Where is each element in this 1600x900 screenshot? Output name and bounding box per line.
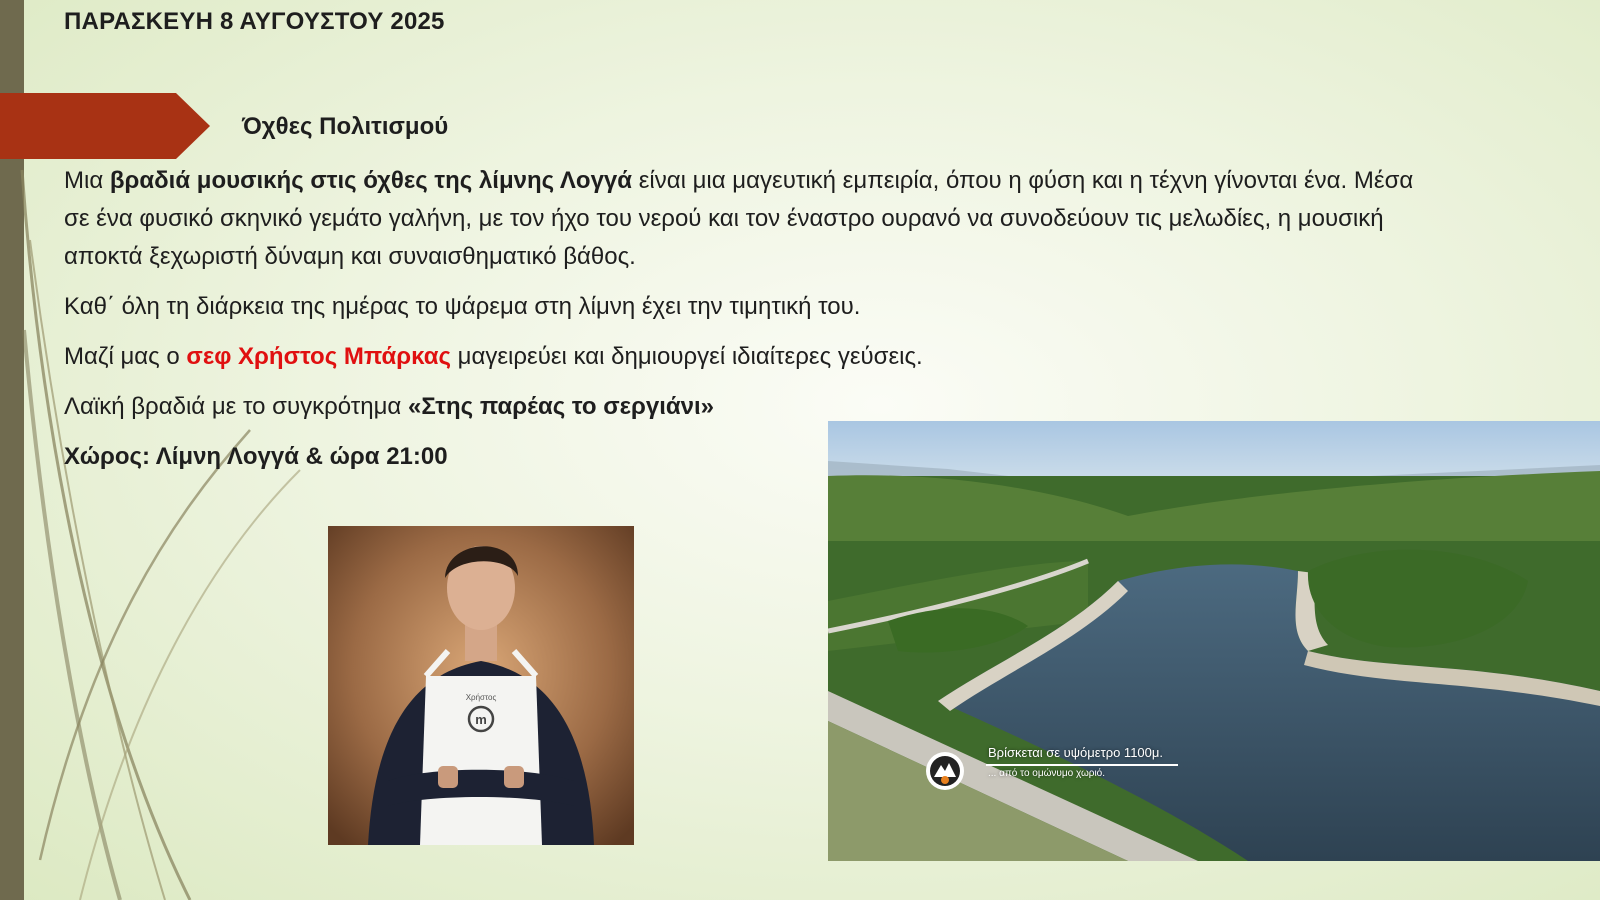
chef-prefix: Μαζί μας ο [64, 343, 187, 370]
caption-divider [986, 764, 1178, 766]
intro-text: Μια [64, 167, 110, 194]
chef-line [64, 338, 1600, 376]
chef-photo [328, 526, 634, 845]
lake-altitude-caption: Βρίσκεται σε υψόμετρο 1100μ. [988, 745, 1163, 760]
intro-text-continued: είναι μια μαγευτική εμπειρία, όπου η φύση και η τέχνη γίνονται ένα. Μέσα [632, 167, 1414, 194]
fishing-line: Καθ΄ όλη τη διάρκεια της ημέρας το ψάρεμα στη λίμνη έχει την τιμητική του. [64, 293, 861, 320]
intro-line-1 [64, 162, 1600, 200]
intro-highlight: βραδιά μουσικής στις όχθες της λίμνης Λογγά [109, 167, 633, 194]
location-pin-icon [924, 750, 966, 792]
lake-photo [828, 421, 1600, 861]
chef-name: σεφ Χρήστος Μπάρκας [186, 343, 451, 370]
lake-location-caption: ... από το ομώνυμο χωριό. [988, 768, 1106, 779]
band-prefix: Λαϊκή βραδιά με το συγκρότημα [64, 393, 408, 420]
band-name: «Στης παρέας το σεργιάνι» [407, 393, 715, 420]
intro-line-2: σε ένα φυσικό σκηνικό γεμάτο γαλήνη, με τον ήχο του νερού και τον έναστρο ουρανό να συνοδεύουν τις μελωδίες, η μουσική [64, 205, 1384, 232]
svg-text:m: m [475, 712, 487, 727]
apron-name-label: Χρήστος [465, 693, 497, 702]
event-date: ΠΑΡΑΣΚΕΥΗ 8 ΑΥΓΟΥΣΤΟΥ 2025 [64, 8, 445, 35]
intro-line-3: αποκτά ξεχωριστή δύναμη και συναισθηματικό βάθος. [64, 243, 636, 270]
chef-suffix: μαγειρεύει και δημιουργεί ιδιαίτερες γεύσεις. [450, 343, 923, 370]
section-title: Όχθες Πολιτισμού [242, 113, 449, 140]
venue-time: Χώρος: Λίμνη Λογγά & ώρα 21:00 [64, 443, 448, 470]
section-arrow-banner [0, 93, 210, 159]
